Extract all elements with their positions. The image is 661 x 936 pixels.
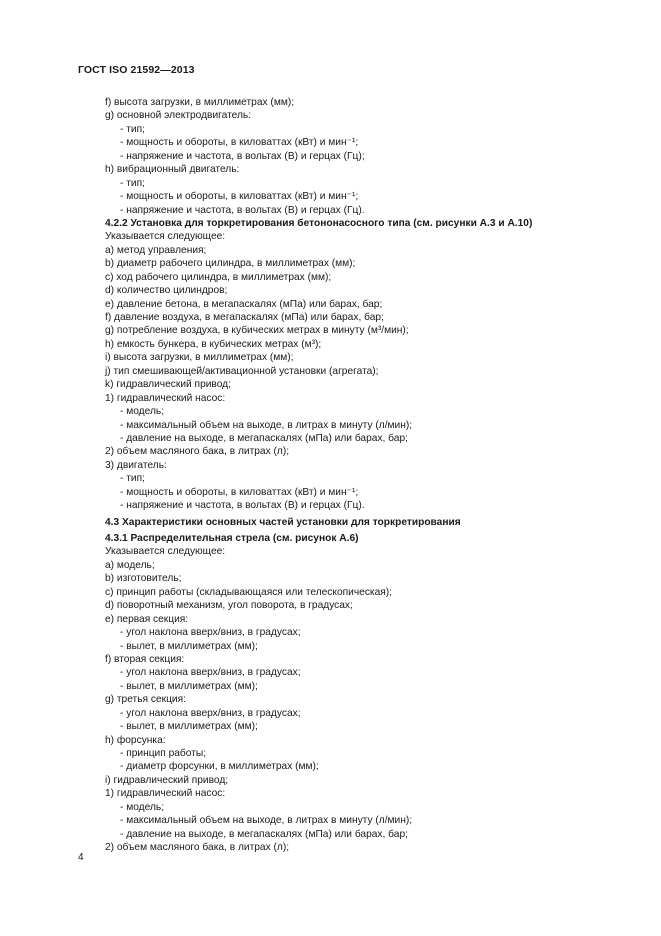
sub-list-item: - угол наклона вверх/вниз, в градусах; [120, 707, 301, 719]
list-item: j) тип смешивающей/активационной установки (агрегата); [105, 365, 379, 377]
sub-list-item: - тип; [120, 177, 145, 189]
sub-list-item: - модель; [120, 406, 165, 418]
list-item: i) гидравлический привод; [105, 774, 229, 786]
list-item: Указывается следующее: [105, 546, 226, 558]
list-item: h) вибрационный двигатель: [105, 164, 240, 176]
list-item: d) поворотный механизм, угол поворота, в градусах; [105, 600, 353, 612]
list-item: f) вторая секция: [105, 653, 185, 665]
sub-list-item: - напряжение и частота, в вольтах (В) и герцах (Гц); [120, 150, 365, 162]
section-heading: 4.3.1 Распределительная стрела (см. рисунок А.6) [105, 533, 359, 544]
sub-list-item: - мощность и обороты, в киловаттах (кВт) и мин⁻¹; [120, 486, 359, 498]
page-number: 4 [78, 852, 84, 863]
list-item: c) принцип работы (складывающаяся или телескопическая); [105, 586, 392, 598]
list-item: 1) гидравлический насос: [105, 788, 226, 800]
list-item: 2) объем масляного бака, в литрах (л); [105, 446, 290, 458]
sub-list-item: - максимальный объем на выходе, в литрах в минуту (л/мин); [120, 815, 413, 827]
sub-list-item: - мощность и обороты, в киловаттах (кВт) и мин⁻¹; [120, 137, 359, 149]
list-item: 3) двигатель: [105, 459, 167, 471]
list-item: a) модель; [105, 559, 155, 571]
section-heading: 4.2.2 Установка для торкретирования бетононасосного типа (см. рисунки А.3 и А.10) [105, 217, 533, 229]
sub-list-item: - вылет, в миллиметрах (мм); [120, 721, 258, 733]
list-item: h) емкость бункера, в кубических метрах (м³); [105, 338, 322, 350]
document-body [105, 96, 615, 855]
sub-list-item: - давление на выходе, в мегапаскалях (мПа) или барах, бар; [120, 432, 408, 444]
sub-list-item: - тип; [120, 123, 145, 135]
sub-list-item: - вылет, в миллиметрах (мм); [120, 680, 258, 692]
list-item: b) диаметр рабочего цилиндра, в миллиметрах (мм); [105, 258, 356, 270]
list-item: g) основной электродвигатель: [105, 110, 252, 122]
list-item: c) ход рабочего цилиндра, в миллиметрах (мм); [105, 271, 332, 283]
list-item: b) изготовитель; [105, 573, 182, 585]
list-item: k) гидравлический привод; [105, 379, 231, 391]
list-item: f) высота загрузки, в миллиметрах (мм); [105, 97, 295, 108]
list-item: Указывается следующее: [105, 231, 226, 243]
sub-list-item: - мощность и обороты, в киловаттах (кВт) и мин⁻¹; [120, 191, 359, 203]
section-heading: 4.3 Характеристики основных частей установки для торкретирования [105, 516, 461, 528]
sub-list-item: - диаметр форсунки, в миллиметрах (мм); [120, 761, 319, 773]
list-item: h) форсунка: [105, 734, 166, 746]
sub-list-item: - напряжение и частота, в вольтах (В) и герцах (Гц). [120, 500, 365, 512]
sub-list-item: - вылет, в миллиметрах (мм); [120, 640, 258, 652]
list-item: g) третья секция: [105, 694, 186, 706]
list-item: i) высота загрузки, в миллиметрах (мм); [105, 352, 294, 364]
sub-list-item: - принцип работы; [120, 748, 207, 759]
list-item: a) метод управления; [105, 244, 207, 256]
sub-list-item: - давление на выходе, в мегапаскалях (мПа) или барах, бар; [120, 828, 408, 840]
document-header: ГОСТ ISO 21592—2013 [78, 64, 195, 76]
list-item: d) количество цилиндров; [105, 285, 228, 297]
sub-list-item: - напряжение и частота, в вольтах (В) и герцах (Гц). [120, 204, 365, 216]
sub-list-item: - модель; [120, 801, 165, 813]
list-item: e) давление бетона, в мегапаскалях (мПа) или барах, бар; [105, 298, 383, 310]
list-item: e) первая секция: [105, 613, 189, 625]
sub-list-item: - максимальный объем на выходе, в литрах в минуту (л/мин); [120, 419, 413, 431]
sub-list-item: - угол наклона вверх/вниз, в градусах; [120, 667, 301, 679]
list-item: f) давление воздуха, в мегапаскалях (мПа) или барах, бар; [105, 312, 384, 323]
list-item: 1) гидравлический насос: [105, 392, 226, 404]
list-item: g) потребление воздуха, в кубических метрах в минуту (м³/мин); [105, 325, 409, 337]
sub-list-item: - угол наклона вверх/вниз, в градусах; [120, 627, 301, 639]
list-item: 2) объем масляного бака, в литрах (л); [105, 842, 290, 854]
sub-list-item: - тип; [120, 473, 145, 485]
